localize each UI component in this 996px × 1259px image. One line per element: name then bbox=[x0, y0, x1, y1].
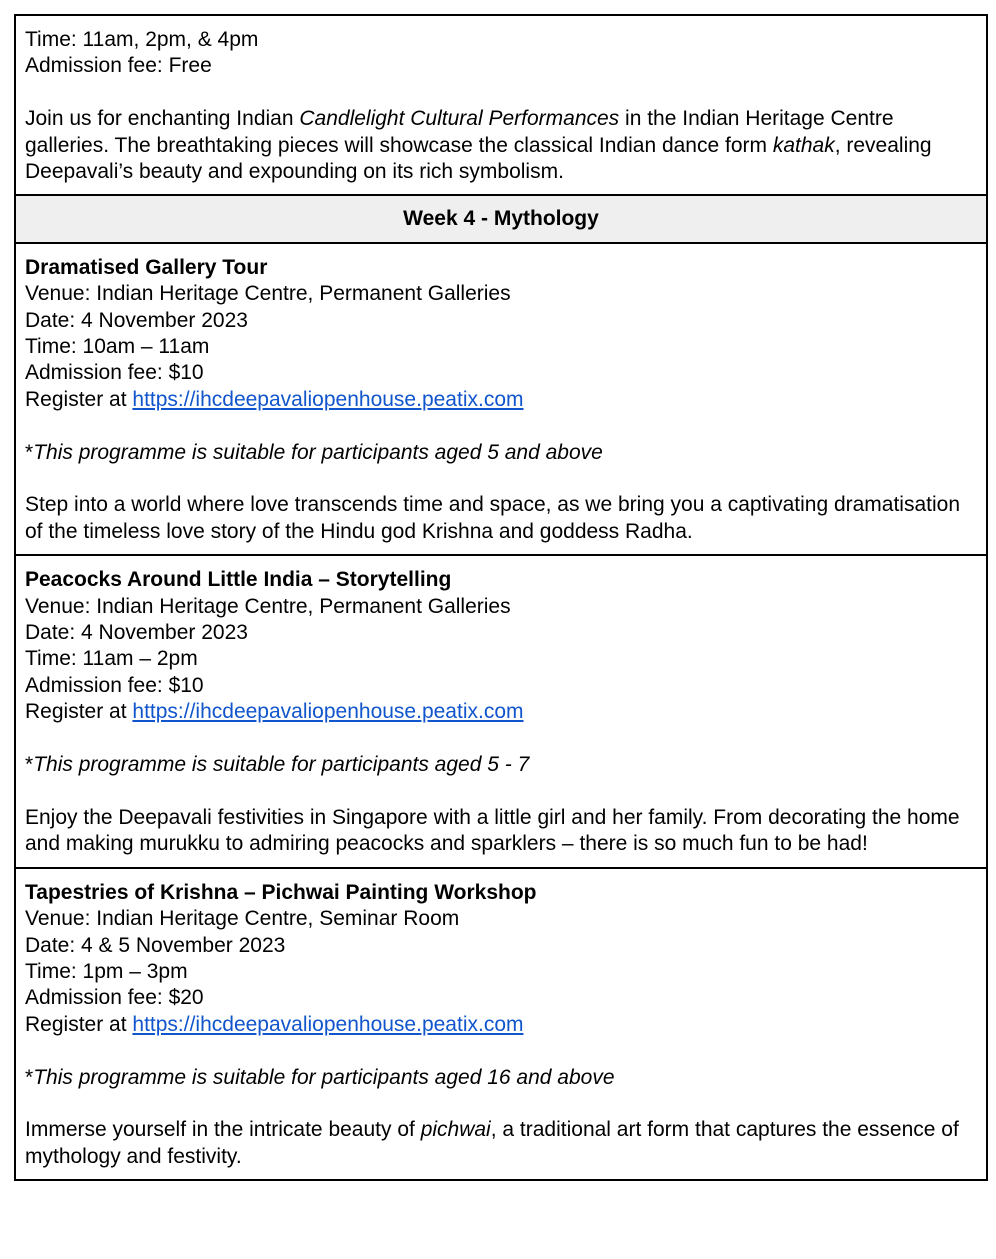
event-register bbox=[25, 699, 978, 725]
register-prefix: Register at bbox=[25, 700, 133, 724]
intro-desc-text: in the Indian Heritage Centre galleries. The breathtaking pieces will showcase the classical Indian dance form bbox=[25, 107, 894, 157]
spacer bbox=[25, 466, 978, 492]
register-link[interactable]: https://ihcdeepavaliopenhouse.peatix.com bbox=[132, 1012, 524, 1036]
intro-desc-text: Join us for enchanting Indian bbox=[25, 107, 300, 131]
event-date: Date: 4 November 2023 bbox=[25, 621, 248, 645]
intro-fee: Admission fee: Free bbox=[25, 54, 212, 78]
event-title: Dramatised Gallery Tour bbox=[25, 255, 268, 279]
event-title: Tapestries of Krishna – Pichwai Painting Workshop bbox=[25, 880, 537, 904]
event-description: Enjoy the Deepavali festivities in Singapore with a little girl and her family. From decorating the home and making murukku to admiring peacocks and sparklers – there is so much fun to be had! bbox=[25, 805, 960, 856]
event-time: Time: 11am – 2pm bbox=[25, 647, 198, 671]
note-text: This programme is suitable for participants aged 5 and above bbox=[33, 440, 603, 464]
event-cell bbox=[16, 244, 986, 556]
intro-desc-text: , revealing Deepavali’s beauty and expounding on its rich symbolism. bbox=[25, 133, 932, 184]
spacer bbox=[25, 1038, 978, 1064]
event-desc-text: , a traditional art form that captures the essence of mythology and festivity. bbox=[25, 1118, 959, 1168]
event-description: Step into a world where love transcends time and space, as we bring you a captivating dramatisation of the timeless love story of the Hindu god Krishna and goddess Radha. bbox=[25, 493, 961, 543]
intro-desc-emphasis: kathak bbox=[772, 133, 835, 157]
event-venue: Venue: Indian Heritage Centre, Seminar Room bbox=[25, 907, 460, 931]
event-fee: Admission fee: $20 bbox=[25, 986, 204, 1010]
register-prefix: Register at bbox=[25, 1012, 133, 1036]
register-prefix: Register at bbox=[25, 387, 133, 411]
register-link[interactable]: https://ihcdeepavaliopenhouse.peatix.com bbox=[132, 387, 524, 411]
event-desc-emphasis: pichwai bbox=[420, 1118, 491, 1142]
week-header: Week 4 - Mythology bbox=[16, 196, 986, 243]
note-asterisk: * bbox=[25, 753, 34, 777]
spacer bbox=[25, 726, 978, 752]
event-venue: Venue: Indian Heritage Centre, Permanent Galleries bbox=[25, 282, 511, 306]
intro-desc-emphasis: Candlelight Cultural Performances bbox=[299, 107, 620, 131]
intro-description bbox=[25, 106, 978, 185]
programme-table bbox=[14, 14, 988, 1181]
event-time: Time: 10am – 11am bbox=[25, 335, 210, 359]
event-age-note bbox=[25, 1065, 978, 1091]
spacer bbox=[25, 779, 978, 805]
spacer bbox=[25, 1091, 978, 1117]
event-time: Time: 1pm – 3pm bbox=[25, 959, 188, 983]
event-description bbox=[25, 1117, 978, 1170]
event-desc-text: Immerse yourself in the intricate beauty of bbox=[25, 1118, 421, 1142]
intro-cell bbox=[16, 16, 986, 196]
intro-time: Time: 11am, 2pm, & 4pm bbox=[25, 28, 259, 51]
event-venue: Venue: Indian Heritage Centre, Permanent Galleries bbox=[25, 594, 511, 618]
event-date: Date: 4 & 5 November 2023 bbox=[25, 933, 286, 957]
event-fee: Admission fee: $10 bbox=[25, 673, 204, 697]
note-text: This programme is suitable for participants aged 5 - 7 bbox=[33, 753, 530, 777]
note-asterisk: * bbox=[25, 1065, 34, 1089]
spacer bbox=[25, 80, 978, 106]
event-register bbox=[25, 1012, 978, 1038]
note-asterisk: * bbox=[25, 440, 34, 464]
event-title: Peacocks Around Little India – Storytelling bbox=[25, 568, 452, 592]
event-cell bbox=[16, 556, 986, 868]
note-text: This programme is suitable for participants aged 16 and above bbox=[33, 1065, 615, 1089]
event-age-note bbox=[25, 752, 978, 778]
event-cell bbox=[16, 869, 986, 1181]
event-register bbox=[25, 387, 978, 413]
event-age-note bbox=[25, 440, 978, 466]
event-fee: Admission fee: $10 bbox=[25, 361, 204, 385]
spacer bbox=[25, 413, 978, 439]
event-date: Date: 4 November 2023 bbox=[25, 308, 248, 332]
register-link[interactable]: https://ihcdeepavaliopenhouse.peatix.com bbox=[132, 700, 524, 724]
